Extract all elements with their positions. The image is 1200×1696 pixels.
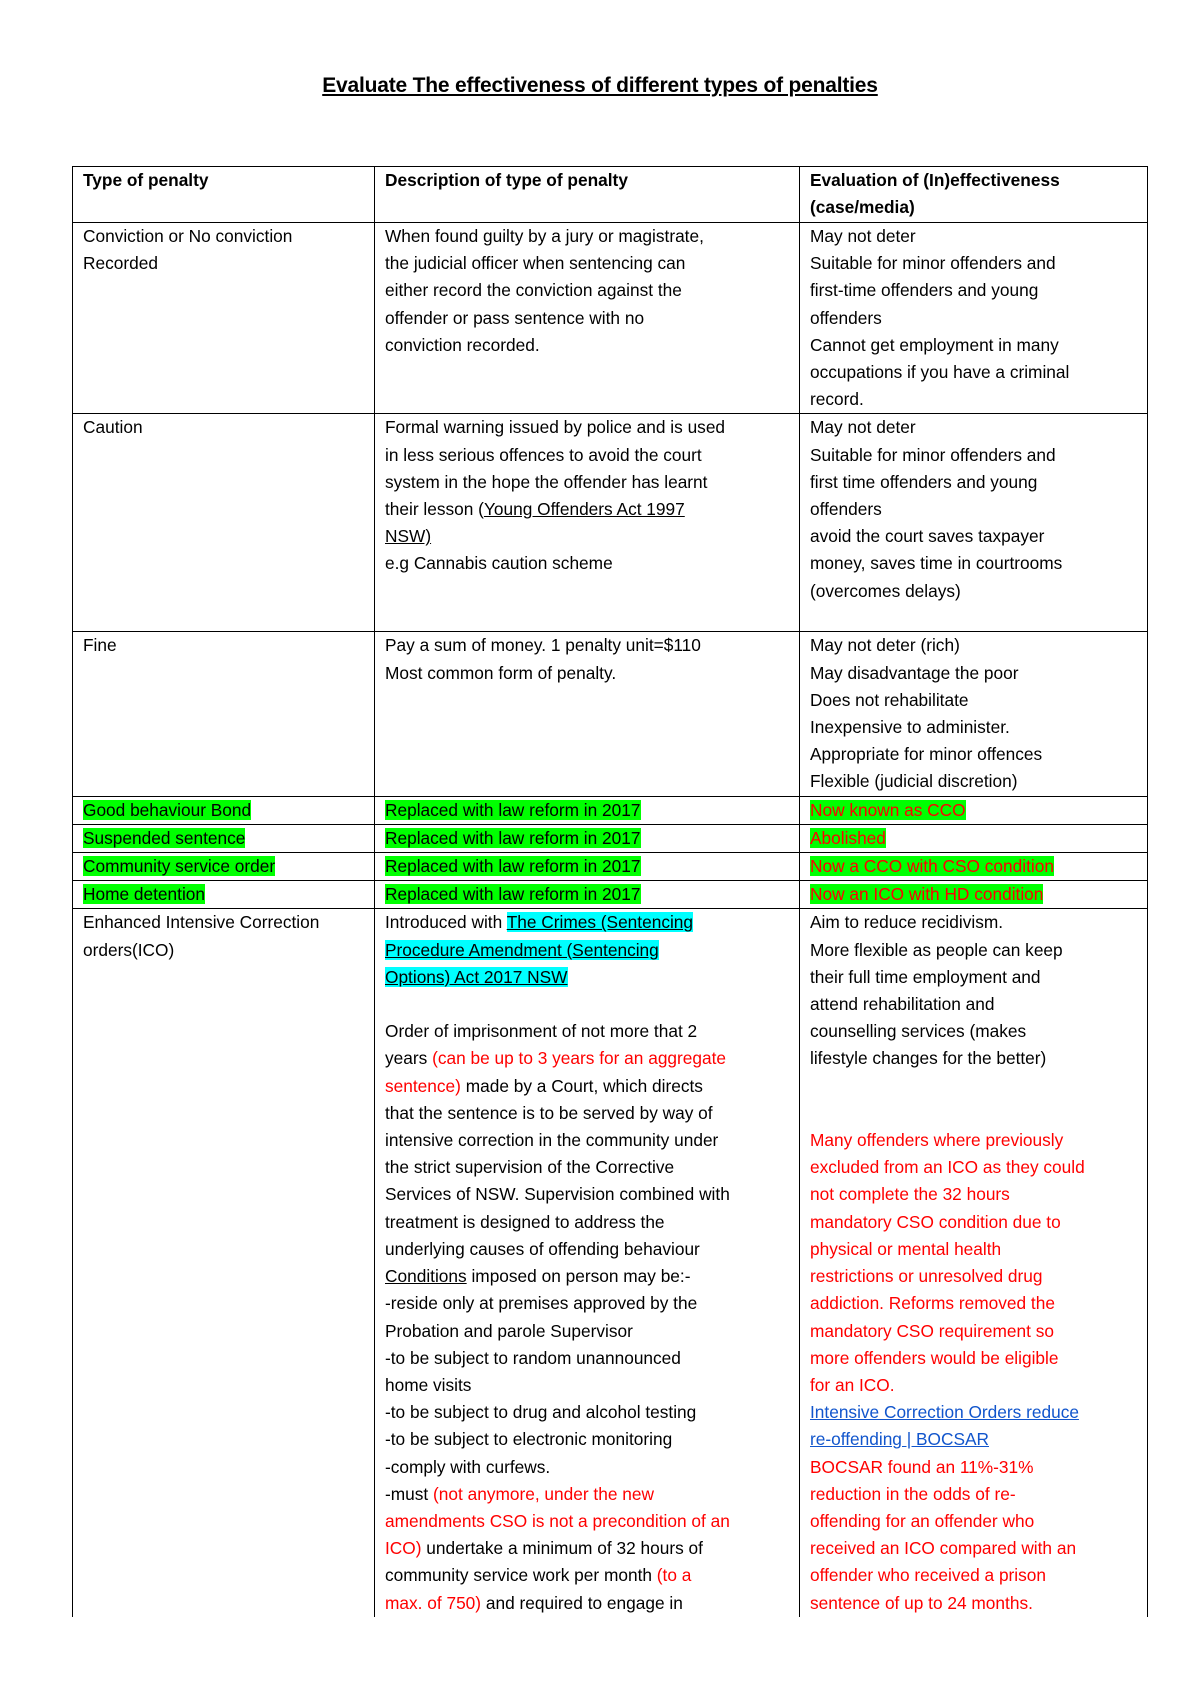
header-evaluation: Evaluation of (In)effectiveness (case/media) [800, 167, 1148, 223]
cell-evaluation: May not deter (rich) May disadvantage the poor Does not rehabilitate Inexpensive to administer. Appropriate for minor offences Flexible (judicial discretion) [800, 632, 1148, 796]
cell-type: Fine [73, 632, 375, 796]
row-fine [73, 632, 1148, 796]
act-reference: Young Offenders Act 1997 [483, 499, 685, 520]
cell-type: Conviction or No conviction Recorded [73, 223, 375, 414]
cell-description: Introduced with The Crimes (Sentencing Procedure Amendment (Sentencing Options) Act 2017 NSW Order of imprisonment of not more that 2 years (can be up to 3 years for an aggregate sentence) made by a Court, which directs that the sentence is to be served by way of intensive correction in the community under the strict supervision of the Corrective Services of NSW. Supervision combined with treatment is designed to address the underlying causes of offending behaviour Conditions imposed on person may be:- -reside only at premises approved by the Probation and parole Supervisor -to be subject to random unannounced home visits -to be subject to drug and alcohol testing -to be subject to electronic monitoring -comply with curfews. -must (not anymore, under the new amendments CSO is not a precondition of an ICO) undertake a minimum of 32 hours of community service work per month (to a max. of 750) and required to engage in [375, 909, 800, 1617]
cell-type: Home detention [73, 881, 375, 909]
cell-evaluation: Now an ICO with HD condition [800, 881, 1148, 909]
row-home-detention [73, 881, 1148, 909]
cell-type: Enhanced Intensive Correction orders(ICO) [73, 909, 375, 1617]
cell-description: Replaced with law reform in 2017 [375, 853, 800, 881]
cell-type: Community service order [73, 853, 375, 881]
row-community-service-order [73, 853, 1148, 881]
row-conviction [73, 223, 1148, 414]
header-type-of-penalty: Type of penalty [73, 167, 375, 223]
cell-description: Formal warning issued by police and is used in less serious offences to avoid the court system in the hope the offender has learnt their lesson (Young Offenders Act 1997 NSW) e.g Cannabis caution scheme [375, 414, 800, 632]
header-row [73, 167, 1148, 223]
document-title: Evaluate The effectiveness of different types of penalties [322, 74, 878, 97]
penalties-table [72, 166, 1148, 1617]
cell-description: Pay a sum of money. 1 penalty unit=$110 Most common form of penalty. [375, 632, 800, 796]
row-caution [73, 414, 1148, 632]
cell-evaluation: Now known as CCO [800, 796, 1148, 824]
cell-description: Replaced with law reform in 2017 [375, 796, 800, 824]
row-suspended-sentence [73, 824, 1148, 852]
bocsar-link[interactable]: Intensive Correction Orders reduce [810, 1402, 1079, 1423]
cell-evaluation: May not deter Suitable for minor offenders and first-time offenders and young offenders Cannot get employment in many occupations if you have a criminal record. [800, 223, 1148, 414]
cell-description: Replaced with law reform in 2017 [375, 824, 800, 852]
cell-description: When found guilty by a jury or magistrate, the judicial officer when sentencing can either record the conviction against the offender or pass sentence with no conviction recorded. [375, 223, 800, 414]
cell-evaluation: May not deter Suitable for minor offenders and first time offenders and young offenders avoid the court saves taxpayer money, saves time in courtrooms (overcomes delays) [800, 414, 1148, 632]
cell-evaluation: Now a CCO with CSO condition [800, 853, 1148, 881]
row-good-behaviour-bond [73, 796, 1148, 824]
cell-description: Replaced with law reform in 2017 [375, 881, 800, 909]
cell-evaluation: Aim to reduce recidivism. More flexible as people can keep their full time employment and attend rehabilitation and counselling services (makes lifestyle changes for the better) Many offenders where previously excluded from an ICO as they could not complete the 32 hours mandatory CSO condition due to physical or mental health restrictions or unresolved drug addiction. Reforms removed the mandatory CSO requirement so more offenders would be eligible for an ICO. Intensive Correction Orders reduce re-offending | BOCSAR BOCSAR found an 11%-31% reduction in the odds of re- offending for an offender who received an ICO compared with an offender who received a prison sentence of up to 24 months. [800, 909, 1148, 1617]
cell-type: Suspended sentence [73, 824, 375, 852]
cell-evaluation: Abolished [800, 824, 1148, 852]
bocsar-link-cont[interactable]: re-offending | BOCSAR [810, 1429, 989, 1450]
legislation-reference: The Crimes (Sentencing [506, 912, 694, 933]
header-description: Description of type of penalty [375, 167, 800, 223]
cell-type: Good behaviour Bond [73, 796, 375, 824]
row-ico [73, 909, 1148, 1617]
cell-type: Caution [73, 414, 375, 632]
